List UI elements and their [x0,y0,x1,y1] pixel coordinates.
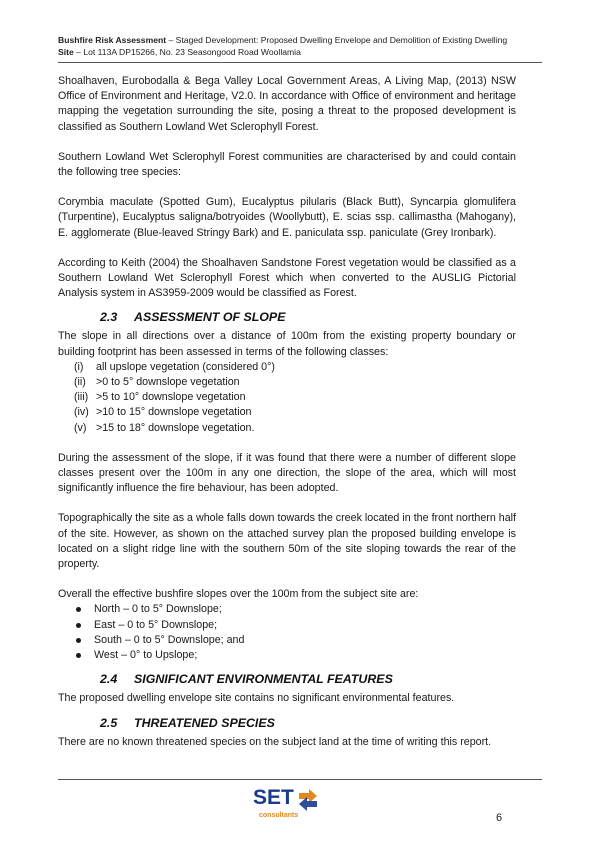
list-item: (iii) >5 to 10° downslope vegetation [74,391,246,404]
logo-wordmark: SET [253,786,294,809]
page-header [58,34,542,58]
header-line-2: Site – Lot 113A DP15266, No. 23 Seasongood Road Woollamia [58,47,301,57]
paragraph-threatened-species: There are no known threatened species on the subject land at the time of writing this report. [58,735,492,748]
paragraph-living-map: Shoalhaven, Eurobodalla & Bega Valley Local Government Areas, A Living Map, (2013) NSW Office of Environment and Heritage, V2.0. In accordance with Office of environment and heritage mapping the vegetation surrounding the site, posing a threat to the proposed development is classified as Southern Lowland Wet Sclerophyll Forest. [58,75,516,133]
page-number: 6 [496,812,503,824]
effective-slope-list [58,602,516,663]
list-item: North – 0 to 5° Downslope; [74,602,516,617]
logo-subtext: consultants [259,812,299,819]
paragraph-topography: Topographically the site as a whole falls down towards the creek located in the front northern half of the site. However, as shown on the attached survey plan the proposed building envelope is located on a slight ridge line with the southern 50m of the site sloping towards the rear of the property. [58,512,516,571]
list-item: South – 0 to 5° Downslope; and [74,633,516,648]
list-item: East – 0 to 5° Downslope; [74,618,516,633]
section-heading-2-5: 2.5 THREATENED SPECIES [100,715,275,730]
list-item: (ii) >0 to 5° downslope vegetation [74,376,240,389]
paragraph-tree-species: Corymbia maculate (Spotted Gum), Eucalyptus pilularis (Black Butt), Syncarpia glomulifera (Turpentine), Eucalyptus saligna/botryoides (Woollybutt), E. scias ssp. callimastha (Mahogany), E. agglomerate (Blue-leaved Stringy Bark) and E. paniculata ssp. paniculate (Grey Ironbark). [58,196,516,239]
section-heading-2-3: 2.3 ASSESSMENT OF SLOPE [100,310,286,325]
paragraph-effective-slopes: Overall the effective bushfire slopes over the 100m from the subject site are: [58,588,419,601]
list-item: (iv) >10 to 15° downslope vegetation [74,406,252,419]
paragraph-forest-communities: Southern Lowland Wet Sclerophyll Forest communities are characterised by and could contain the following tree species: [58,150,516,179]
paragraph-slope-intro: The slope in all directions over a distance of 100m from the existing property boundary or building footprint has been assessed in terms of the following classes: [58,330,516,358]
paragraph-environmental-features: The proposed dwelling envelope site contains no significant environmental features. [58,692,455,705]
logo-arrows-icon [297,789,319,811]
paragraph-slope-assessment: During the assessment of the slope, if it was found that there were a number of different slope classes present over the 100m in any one direction, the slope of the area, which will most significantly influence the fire behaviour, has been adopted. [58,451,516,495]
page-body [58,74,516,750]
set-consultants-logo [253,787,323,823]
slope-class-list [58,360,516,436]
section-heading-2-4: 2.4 SIGNIFICANT ENVIRONMENTAL FEATURES [100,672,393,687]
footer-divider [58,779,542,780]
list-item: (v) >15 to 18° downslope vegetation. [74,421,255,434]
paragraph-keith-classification: According to Keith (2004) the Shoalhaven Sandstone Forest vegetation would be classified as a Southern Lowland Wet Sclerophyll Forest which when converted to the AUSLIG Pictorial Analysis system in AS3959-2009 would be classified as Forest. [58,256,516,300]
header-line-1: Bushfire Risk Assessment – Staged Development: Proposed Dwelling Envelope and Demolition of Existing Dwelling [58,35,508,45]
list-item: West – 0° to Upslope; [74,648,516,663]
header-divider [58,62,542,63]
list-item: (i) all upslope vegetation (considered 0°) [74,360,275,373]
